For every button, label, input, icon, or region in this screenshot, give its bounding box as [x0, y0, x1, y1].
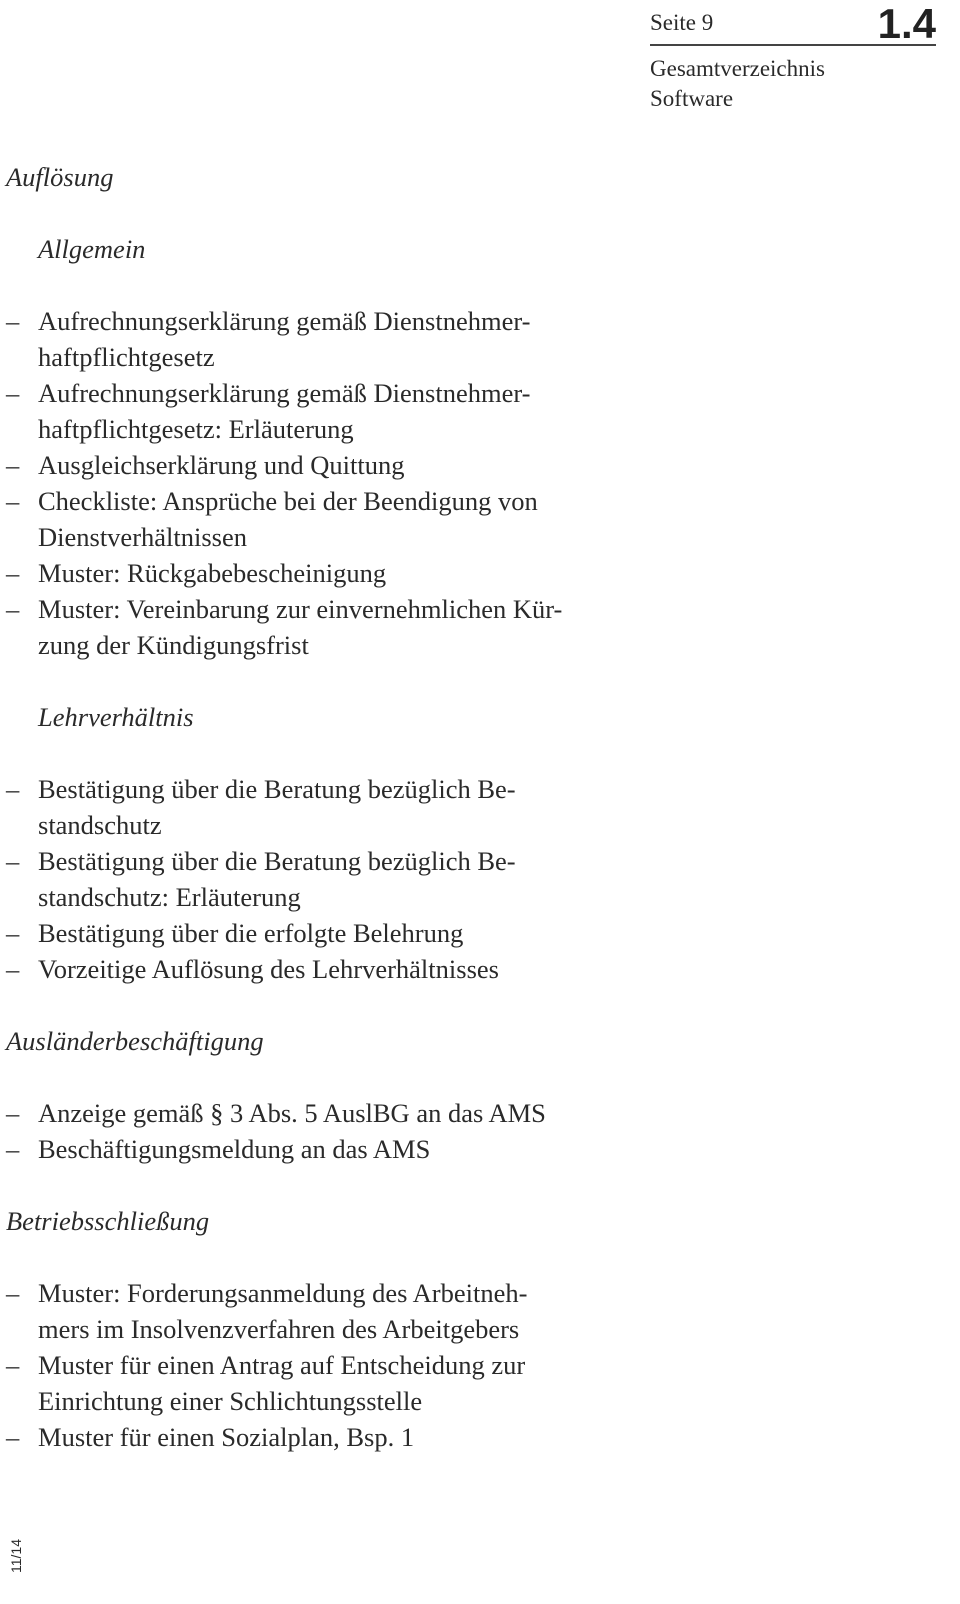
- dash-bullet: –: [6, 594, 20, 624]
- dash-bullet: –: [6, 450, 20, 480]
- dash-bullet: –: [6, 486, 20, 516]
- list-item-text: Anzeige gemäß § 3 Abs. 5 AuslBG an das AMS: [38, 1098, 546, 1128]
- dash-bullet: –: [6, 846, 20, 876]
- section-list: [6, 303, 626, 663]
- document-title: Auflösung: [6, 162, 114, 192]
- list-item-text: Ausgleichserklärung und Quittung: [38, 450, 405, 480]
- page-label: Seite 9: [650, 10, 714, 35]
- section-heading: Allgemein: [38, 234, 146, 264]
- dash-bullet: –: [6, 1278, 20, 1308]
- list-item: [6, 1347, 626, 1419]
- list-item-text: Dienstverhältnissen: [38, 522, 248, 552]
- list-item-text: Bestätigung über die Beratung bezüglich Be-: [38, 846, 516, 876]
- dash-bullet: –: [6, 1098, 20, 1128]
- list-item: [6, 483, 626, 555]
- subtitle-line: Software: [650, 86, 734, 111]
- dash-bullet: –: [6, 1134, 20, 1164]
- list-item-text: Muster für einen Antrag auf Entscheidung zur: [38, 1350, 526, 1380]
- section-heading: Ausländerbeschäftigung: [6, 1026, 264, 1056]
- document-body: [6, 159, 626, 1491]
- dash-bullet: –: [6, 378, 20, 408]
- section-list: [6, 771, 626, 987]
- section-heading: Lehrverhältnis: [38, 702, 194, 732]
- list-item: [6, 1131, 626, 1167]
- list-item-text: mers im Insolvenzverfahren des Arbeitgebers: [38, 1314, 520, 1344]
- list-item-text: Muster: Forderungsanmeldung des Arbeitneh-: [38, 1278, 528, 1308]
- list-item-text: Aufrechnungserklärung gemäß Dienstnehmer-: [38, 306, 531, 336]
- list-item-text: Muster: Vereinbarung zur einvernehmlichen Kür-: [38, 594, 563, 624]
- list-item-text: haftpflichtgesetz: [38, 342, 215, 372]
- list-item: [6, 915, 626, 951]
- list-item: [6, 771, 626, 843]
- list-item-text: Muster: Rückgabebescheinigung: [38, 558, 387, 588]
- list-item-text: Aufrechnungserklärung gemäß Dienstnehmer-: [38, 378, 531, 408]
- list-item: [6, 375, 626, 447]
- header-subtitle: [650, 54, 825, 114]
- list-item-text: Beschäftigungsmeldung an das AMS: [38, 1134, 431, 1164]
- header-rule: [650, 44, 936, 46]
- list-item-text: haftpflichtgesetz: Erläuterung: [38, 414, 354, 444]
- dash-bullet: –: [6, 306, 20, 336]
- list-item: [6, 447, 626, 483]
- list-item-text: Checkliste: Ansprüche bei der Beendigung von: [38, 486, 538, 516]
- list-item: [6, 555, 626, 591]
- subtitle-line: Gesamtverzeichnis: [650, 56, 825, 81]
- list-item-text: Vorzeitige Auflösung des Lehrverhältnisses: [38, 954, 499, 984]
- list-item-text: Einrichtung einer Schlichtungsstelle: [38, 1386, 423, 1416]
- dash-bullet: –: [6, 1350, 20, 1380]
- dash-bullet: –: [6, 774, 20, 804]
- list-item: [6, 1275, 626, 1347]
- list-item-text: Muster für einen Sozialplan, Bsp. 1: [38, 1422, 415, 1452]
- list-item-text: Bestätigung über die erfolgte Belehrung: [38, 918, 464, 948]
- list-item: [6, 303, 626, 375]
- chapter-number: 1.4: [877, 0, 936, 47]
- dash-bullet: –: [6, 558, 20, 588]
- section-list: [6, 1095, 626, 1167]
- list-item: [6, 591, 626, 663]
- list-item: [6, 951, 626, 987]
- list-item-text: zung der Kündigungsfrist: [38, 630, 309, 660]
- list-item: [6, 1419, 626, 1455]
- section-list: [6, 1275, 626, 1455]
- list-item-text: standschutz: Erläuterung: [38, 882, 301, 912]
- list-item-text: standschutz: [38, 810, 162, 840]
- section-heading: Betriebsschließung: [6, 1206, 210, 1236]
- list-item: [6, 843, 626, 915]
- footer-code: 11/14: [8, 1539, 24, 1573]
- dash-bullet: –: [6, 1422, 20, 1452]
- dash-bullet: –: [6, 954, 20, 984]
- list-item-text: Bestätigung über die Beratung bezüglich Be-: [38, 774, 516, 804]
- list-item: [6, 1095, 626, 1131]
- dash-bullet: –: [6, 918, 20, 948]
